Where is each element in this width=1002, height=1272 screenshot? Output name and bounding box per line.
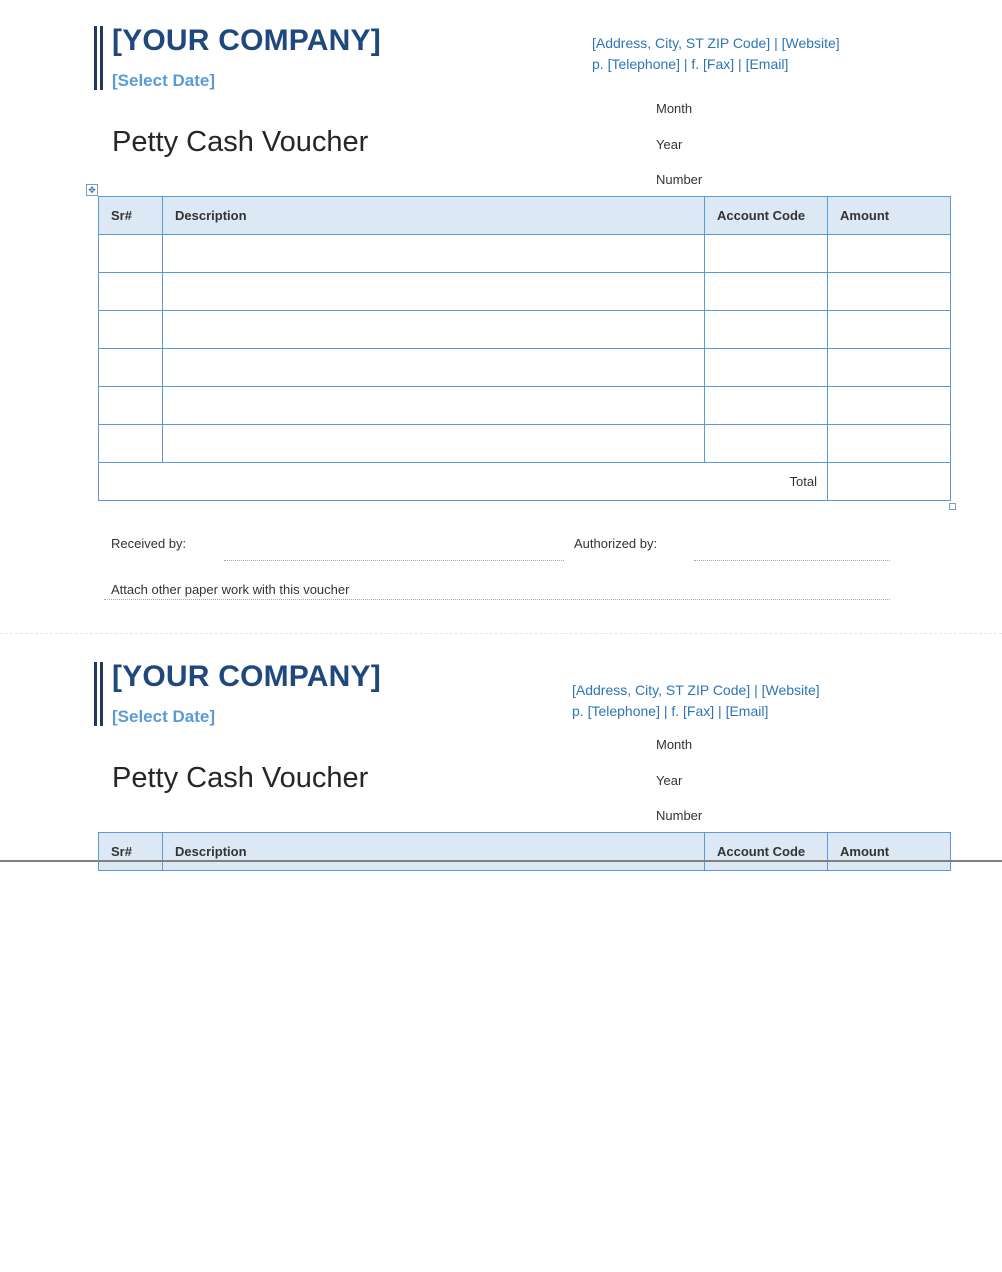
table-row [99, 311, 951, 349]
table-cell[interactable] [828, 425, 951, 463]
date-field[interactable]: [Select Date] [112, 707, 215, 726]
total-label: Total [99, 463, 828, 501]
table-row [99, 349, 951, 387]
table-cell[interactable] [828, 311, 951, 349]
company-name[interactable]: [YOUR COMPANY] [112, 24, 381, 57]
contact-info[interactable] [592, 33, 840, 75]
table-cell[interactable] [163, 387, 705, 425]
table-cell[interactable] [163, 349, 705, 387]
table-cell[interactable] [705, 235, 828, 273]
table-cell[interactable] [705, 349, 828, 387]
table-header-row [99, 833, 951, 871]
brand-bar [94, 26, 97, 90]
table-row [99, 387, 951, 425]
contact-line-address[interactable]: [Address, City, ST ZIP Code] | [Website] [572, 682, 820, 698]
table-cell[interactable] [705, 387, 828, 425]
meta-number: Number [656, 808, 703, 823]
brand-bar [100, 26, 103, 90]
meta-year: Year [656, 137, 683, 152]
meta-month: Month [656, 101, 693, 116]
column-header-amount: Amount [828, 833, 951, 871]
column-header-sr: Sr# [99, 833, 163, 871]
contact-line-phone[interactable]: p. [Telephone] | f. [Fax] | [Email] [572, 703, 769, 719]
contact-info[interactable] [572, 680, 820, 722]
table-cell[interactable] [99, 235, 163, 273]
meta-month: Month [656, 737, 693, 752]
table-row [99, 425, 951, 463]
voucher-table [98, 832, 951, 871]
table-row [99, 235, 951, 273]
meta-year: Year [656, 773, 683, 788]
column-header-description: Description [163, 197, 705, 235]
table-cell[interactable] [828, 387, 951, 425]
table-cell[interactable] [705, 425, 828, 463]
total-amount-cell[interactable] [828, 463, 951, 501]
total-row [99, 463, 951, 501]
column-header-account-code: Account Code [705, 197, 828, 235]
page-title: Petty Cash Voucher [112, 126, 369, 158]
attach-note: Attach other paper work with this voucher [111, 582, 350, 597]
contact-line-address[interactable]: [Address, City, ST ZIP Code] | [Website] [592, 35, 840, 51]
table-cell[interactable] [705, 273, 828, 311]
meta-number: Number [656, 172, 703, 187]
brand-bar [94, 662, 97, 726]
table-cell[interactable] [99, 273, 163, 311]
table-cell[interactable] [99, 311, 163, 349]
table-cell[interactable] [99, 425, 163, 463]
column-header-description: Description [163, 833, 705, 871]
received-by-line[interactable] [224, 560, 564, 561]
voucher-2 [0, 636, 1002, 1272]
table-cell[interactable] [828, 273, 951, 311]
table-header-row [99, 197, 951, 235]
authorized-by-line[interactable] [694, 560, 890, 561]
page-break [0, 633, 1002, 634]
date-field[interactable]: [Select Date] [112, 71, 215, 90]
table-cell[interactable] [163, 235, 705, 273]
column-header-sr: Sr# [99, 197, 163, 235]
table-row [99, 273, 951, 311]
attach-note-line [104, 599, 890, 600]
column-header-amount: Amount [828, 197, 951, 235]
received-by-label: Received by: [111, 536, 187, 551]
page-title: Petty Cash Voucher [112, 762, 369, 794]
table-cell[interactable] [99, 387, 163, 425]
table-cell[interactable] [99, 349, 163, 387]
table-cell[interactable] [828, 235, 951, 273]
table-cell[interactable] [828, 349, 951, 387]
table-cell[interactable] [163, 311, 705, 349]
authorized-by-label: Authorized by: [574, 536, 658, 551]
table-cell[interactable] [705, 311, 828, 349]
voucher-table [98, 196, 951, 501]
column-header-account-code: Account Code [705, 833, 828, 871]
company-name[interactable]: [YOUR COMPANY] [112, 660, 381, 693]
contact-line-phone[interactable]: p. [Telephone] | f. [Fax] | [Email] [592, 56, 789, 72]
table-cell[interactable] [163, 273, 705, 311]
table-move-handle-icon[interactable]: ✥ [86, 184, 98, 196]
table-cell[interactable] [163, 425, 705, 463]
table-resize-handle-icon[interactable] [949, 503, 956, 510]
brand-bar [100, 662, 103, 726]
